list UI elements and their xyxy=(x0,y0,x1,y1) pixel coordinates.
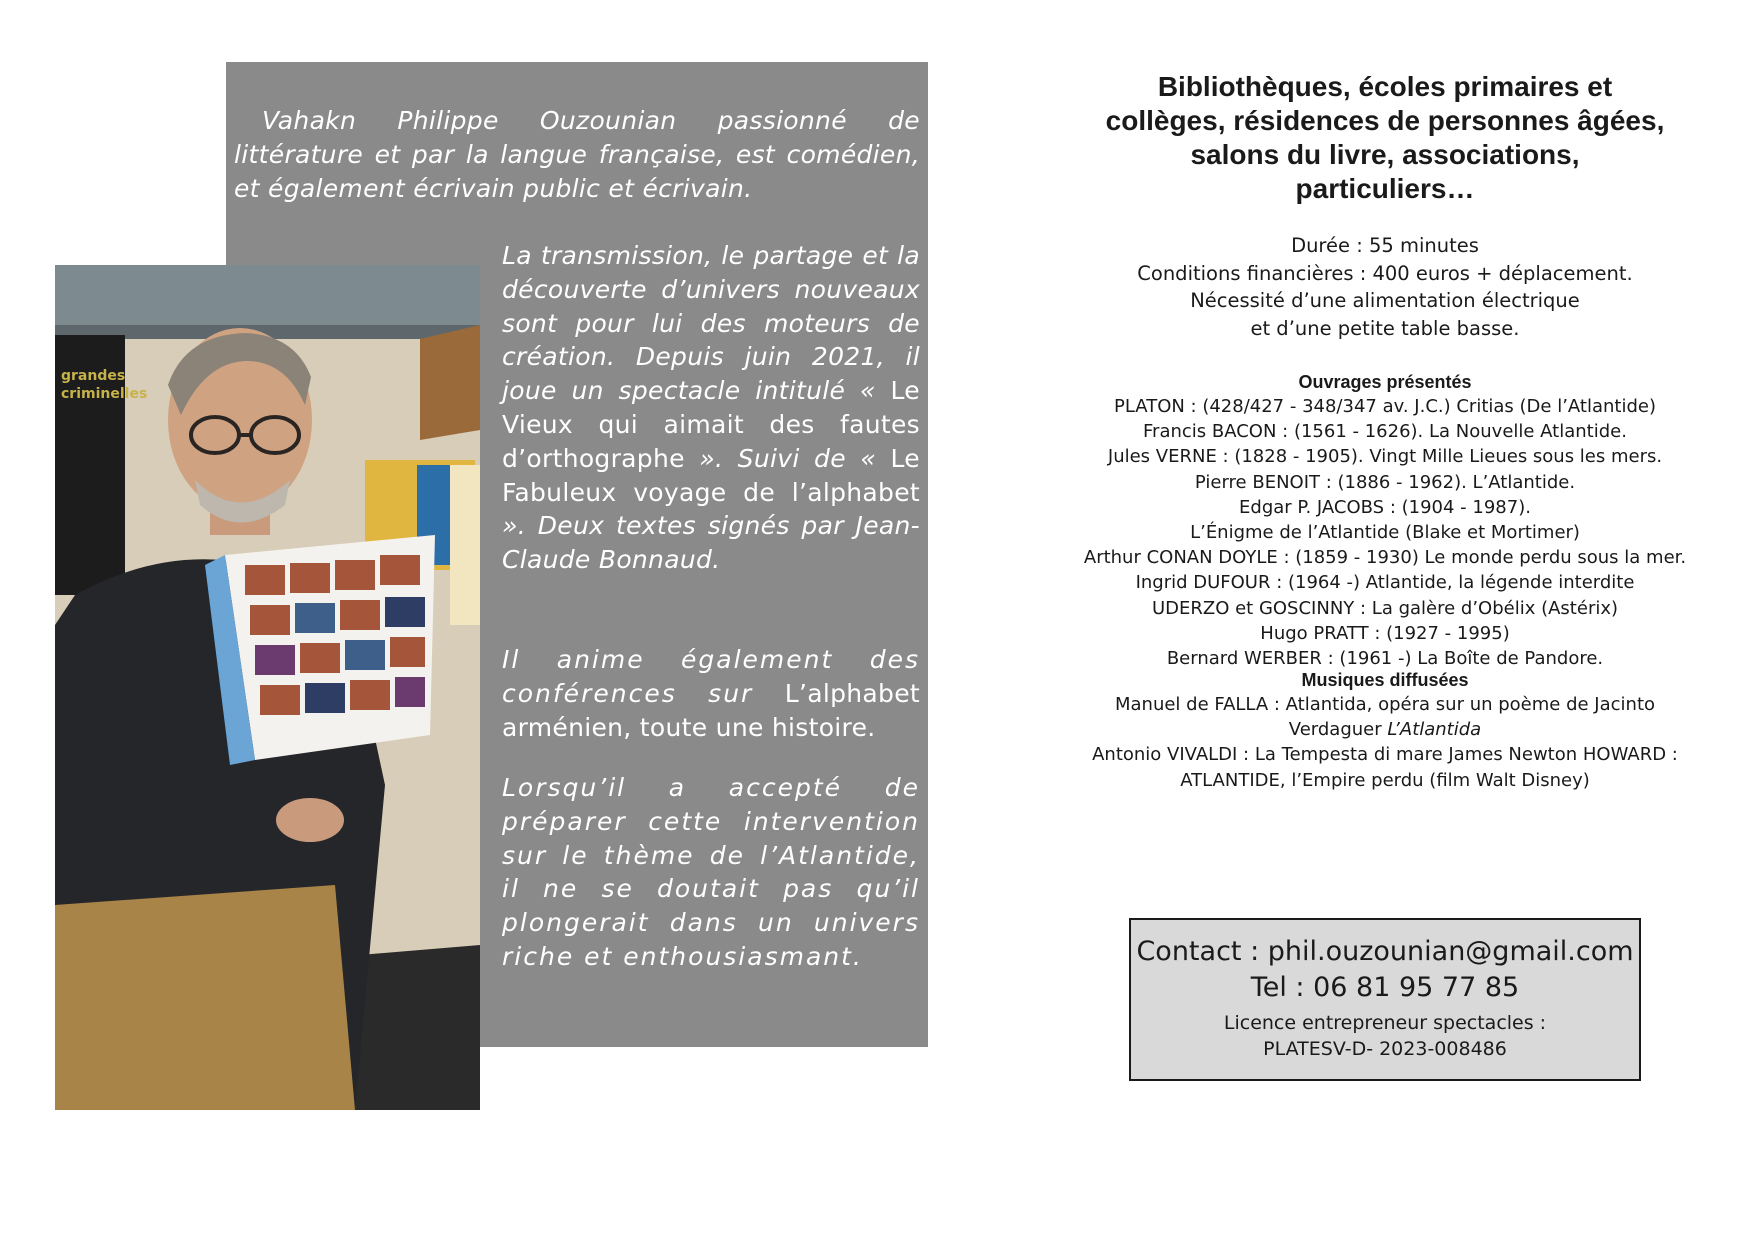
ouvrage-item: Arthur CONAN DOYLE : (1859 - 1930) Le monde perdu sous la mer. xyxy=(1083,547,1687,569)
bio-transmission-text-3: ». Deux textes signés par Jean-Claude Bonnaud. xyxy=(502,511,920,575)
price-text: Conditions financières : 400 euros + déplacement. xyxy=(1137,261,1633,285)
svg-text:grandes: grandes xyxy=(61,368,126,384)
musiques-title: Musiques diffusées xyxy=(1301,670,1469,690)
power-requirement-text: Nécessité d’une alimentation électrique xyxy=(1190,289,1580,312)
bio-transmission xyxy=(502,239,920,577)
ouvrage-item: L’Énigme de l’Atlantide (Blake et Mortimer) xyxy=(1190,522,1580,544)
audience-headline xyxy=(1060,70,1710,206)
licence-info xyxy=(1131,1010,1639,1062)
performer-photo xyxy=(55,265,480,1110)
licence-number: PLATESV-D- 2023-008486 xyxy=(1263,1038,1507,1060)
musique-item: Manuel de FALLA : Atlantida, opéra sur un poème de Jacinto xyxy=(1114,694,1656,715)
bio-transmission-text-1: La transmission, le partage et la découverte d’univers nouveaux sont pour lui des moteurs de création. Depuis juin 2021, il joue un spectacle intitulé « xyxy=(502,241,920,406)
headline-line: salons du livre, associations, xyxy=(1190,139,1580,170)
musique-item: ATLANTIDE, l’Empire perdu (film Walt Disney) xyxy=(1180,769,1590,791)
ouvrage-item: UDERZO et GOSCINNY : La galère d’Obélix (Astérix) xyxy=(1151,597,1619,619)
bio-intro xyxy=(234,104,920,205)
ouvrage-item: Hugo PRATT : (1927 - 1995) xyxy=(1260,622,1510,644)
headline-line: particuliers… xyxy=(1295,173,1475,204)
headline-line: Bibliothèques, écoles primaires et xyxy=(1157,71,1613,102)
ouvrage-item: Bernard WERBER : (1961 -) La Boîte de Pandore. xyxy=(1166,648,1604,670)
contact-phone[interactable]: Tel : 06 81 95 77 85 xyxy=(1250,972,1520,1003)
ouvrage-item: Jules VERNE : (1828 - 1905). Vingt Mille Lieues sous les mers. xyxy=(1107,446,1663,468)
musique-item: Antonio VIVALDI : La Tempesta di mare James Newton HOWARD : xyxy=(1092,744,1678,766)
duration-text: Durée : 55 minutes xyxy=(1291,234,1479,257)
headline-line: collèges, résidences de personnes âgées, xyxy=(1105,105,1665,136)
bio-atlantide xyxy=(502,771,920,974)
conference-title: L’alphabet arménien, toute une histoire. xyxy=(502,678,920,742)
bio-intro-text: Vahakn Philippe Ouzounian passionné de littérature et par la langue française, est comédien, et également écrivain public et écrivain. xyxy=(234,106,920,203)
contact-box xyxy=(1129,918,1641,1081)
bio-atlantide-text: Lorsqu’il a accepté de préparer cette intervention sur le thème de l’Atlantide, il ne se doutait pas qu’il plongerait dans un univers riche et enthousiasmant. xyxy=(502,773,920,971)
ouvrage-item: Edgar P. JACOBS : (1904 - 1987). xyxy=(1239,496,1531,518)
show-title-2: Le Fabuleux voyage de l’alphabet xyxy=(502,443,920,507)
performer-photo-illustration xyxy=(55,265,480,1110)
ouvrage-item: Ingrid DUFOUR : (1964 -) Atlantide, la légende interdite xyxy=(1135,572,1635,594)
show-title-1: Le Vieux qui aimait des fautes d’orthographe xyxy=(502,376,920,473)
svg-text:criminelles: criminelles xyxy=(61,386,148,402)
ouvrages-title: Ouvrages présentés xyxy=(1298,372,1472,392)
conditions-block xyxy=(1060,232,1710,342)
bio-transmission-text-2: ». Suivi de « xyxy=(684,443,891,473)
ouvrage-item: Francis BACON : (1561 - 1626). La Nouvelle Atlantide. xyxy=(1143,421,1627,443)
musique-item: Verdaguer xyxy=(1288,719,1388,741)
bio-conferences xyxy=(502,643,920,744)
licence-label: Licence entrepreneur spectacles : xyxy=(1223,1012,1547,1034)
ouvrage-item: Pierre BENOIT : (1886 - 1962). L’Atlantide. xyxy=(1194,471,1576,493)
musiques-list xyxy=(1060,692,1710,793)
ouvrage-item: PLATON : (428/427 - 348/347 av. J.C.) Critias (De l’Atlantide) xyxy=(1113,396,1656,417)
table-requirement-text: et d’une petite table basse. xyxy=(1250,316,1520,340)
contact-email[interactable]: Contact : phil.ouzounian@gmail.com xyxy=(1136,936,1634,967)
bio-conferences-text: Il anime également des conférences sur xyxy=(502,645,920,708)
ouvrages-list xyxy=(1060,394,1710,671)
musique-item-title: L’Atlantida xyxy=(1387,719,1482,741)
